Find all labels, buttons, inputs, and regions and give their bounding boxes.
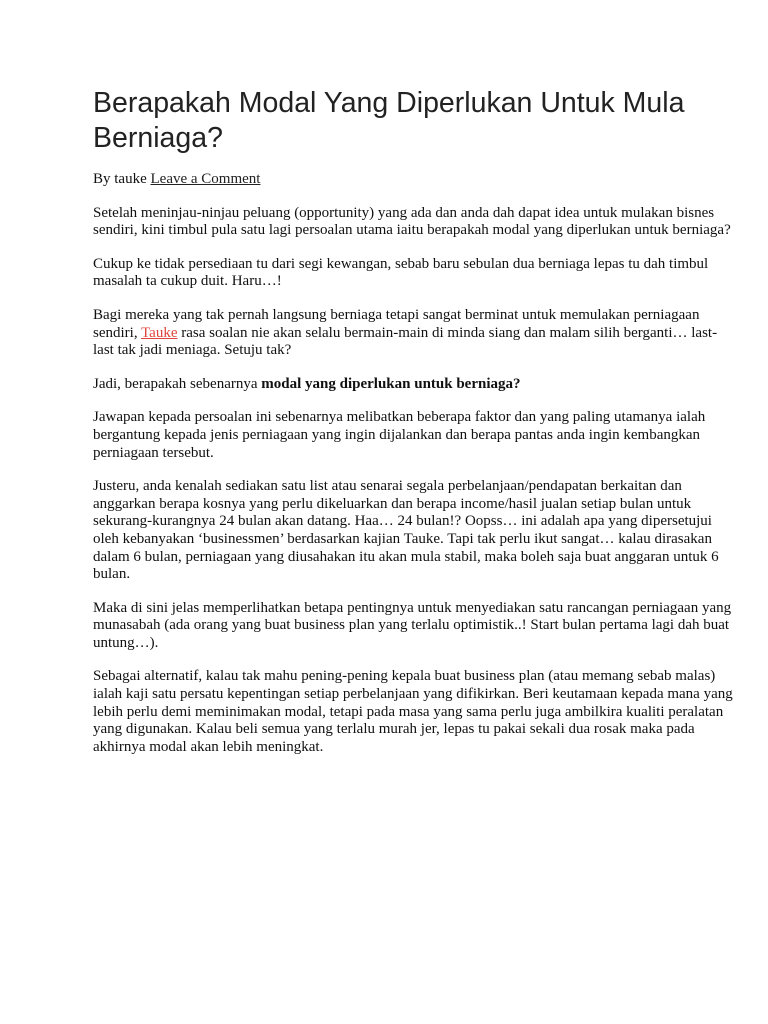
- paragraph-2: Cukup ke tidak persediaan tu dari segi kewangan, sebab baru sebulan dua berniaga lepas tu dah timbul masalah ta cukup duit. Haru…!: [93, 255, 709, 290]
- leave-comment-link[interactable]: Leave a Comment: [150, 171, 261, 187]
- paragraph-3: [93, 307, 733, 360]
- author-name: tauke: [114, 171, 147, 187]
- paragraph-6: Justeru, anda kenalah sediakan satu list atau senarai segala perbelanjaan/pendapatan berkaitan dan anggarkan berapa kosnya yang perlu dikeluarkan dan berapa income/hasil jualan setiap bulan untuk sekurang-kurangnya 24 bulan akan datang. Haa… 24 bulan!? Oopss… ini adalah apa yang dipersetujui oleh kebanyakan ‘businessmen’ berdasarkan kajian Tauke. Tapi tak perlu ikut sangat… kalau dirasakan dalam 6 bulan, perniagaan yang diusahakan itu akan mula stabil, maka boleh saja buat anggaran untuk 6 bulan.: [93, 478, 719, 583]
- paragraph-4: [93, 376, 733, 394]
- paragraph-7: Maka di sini jelas memperlihatkan betapa pentingnya untuk menyediakan satu rancangan perniagaan yang munasabah (ada orang yang buat business plan yang terlalu optimistik..! Start bulan pertama lagi dah buat untung…).: [93, 599, 732, 651]
- paragraph-3-text-start: Bagi mereka yang tak pernah langsung berniaga tetapi sangat berminat untuk memulakan perniagaan sendiri,: [93, 306, 700, 341]
- paragraph-8: Sebagai alternatif, kalau tak mahu pening-pening kepala buat business plan (atau memang sebab malas) ialah kaji satu persatu kepentingan setiap perbelanjaan yang difikirkan. Beri keutamaan kepada mana yang lebih perlu demi meminimakan modal, tetapi pada masa yang sama perlu juga ambilkira kualiti peralatan yang digunakan. Kalau beli semua yang terlalu murah jer, lepas tu pakai sekali dua rosak maka pada akhirnya modal akan lebih meningkat.: [93, 668, 733, 755]
- byline: [93, 171, 733, 189]
- paragraph-4-text-start: Jadi, berapakah sebenarnya: [93, 375, 262, 392]
- paragraph-4-bold-question: modal yang diperlukan untuk berniaga?: [261, 375, 521, 392]
- paragraph-5: Jawapan kepada persoalan ini sebenarnya melibatkan beberapa faktor dan yang paling utamanya ialah bergantung kepada jenis perniagaan yang ingin dijalankan dan berapa pantas anda ingin kembangkan perniagaan tersebut.: [93, 409, 706, 461]
- byline-prefix: By: [93, 171, 115, 187]
- paragraph-3-text-end: rasa soalan nie akan selalu bermain-main di minda siang dan malam silih berganti… last-last tak jadi meniaga. Setuju tak?: [93, 324, 718, 359]
- article-title: Berapakah Modal Yang Diperlukan Untuk Mula Berniaga?: [93, 87, 685, 154]
- article-body: [93, 171, 733, 772]
- tauke-link[interactable]: Tauke: [141, 324, 178, 341]
- paragraph-1: Setelah meninjau-ninjau peluang (opportunity) yang ada dan anda dah dapat idea untuk mulakan bisnes sendiri, kini timbul pula satu lagi persoalan utama iaitu berapakah modal yang diperlukan untuk berniaga?: [93, 204, 731, 239]
